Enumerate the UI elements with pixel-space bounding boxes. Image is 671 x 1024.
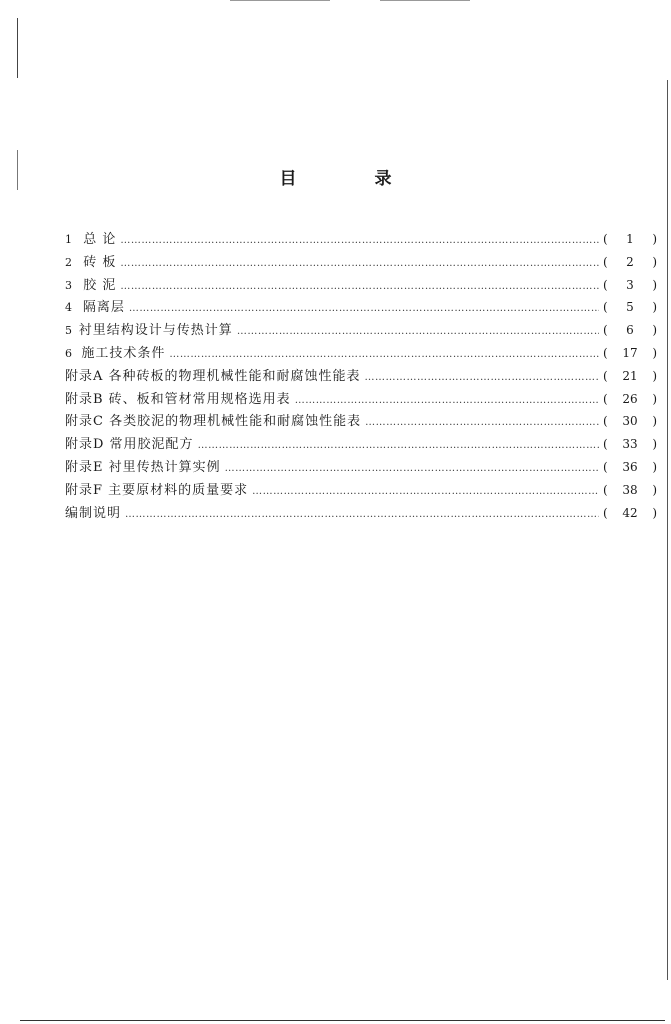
toc-page-ref [603,460,657,474]
open-paren: ( [603,414,608,429]
toc-entry[interactable] [65,274,657,297]
toc-entry[interactable] [65,319,657,342]
toc-page-number: 1 [626,232,634,246]
toc-leader-dots [252,486,599,497]
toc-page-number: 5 [626,300,634,315]
toc-entry[interactable] [65,410,657,433]
toc-page-number: 42 [622,505,638,520]
toc-entry[interactable] [65,502,657,525]
close-paren: ) [652,232,657,246]
toc-page-ref [603,506,657,520]
toc-entry[interactable] [65,342,657,365]
toc-entry[interactable] [65,365,657,388]
open-paren: ( [603,254,608,269]
toc-leader-dots [365,372,599,383]
toc-entry-label: 施工技术条件 [81,345,166,361]
toc-entry-label: 附录D 常用胶泥配方 [65,437,194,453]
toc-entry-number: 4 [65,301,72,315]
toc-entry-label: 编制说明 [65,505,122,521]
open-paren: ( [603,323,608,338]
open-paren: ( [603,345,608,360]
toc-leader-dots [169,349,599,360]
toc-entry[interactable] [65,456,657,479]
table-of-contents [65,228,657,524]
scan-edge-mark [230,0,330,1]
toc-leader-dots [365,417,599,428]
toc-entry-label: 附录C 各类胶泥的物理机械性能和耐腐蚀性能表 [65,414,362,430]
toc-entry-label: 总 论 [83,232,117,247]
toc-leader-dots [295,395,599,406]
close-paren: ) [652,482,657,497]
toc-leader-dots [125,509,599,520]
toc-page-ref [603,414,657,428]
toc-leader-dots [198,440,599,451]
toc-entry[interactable] [65,433,657,456]
toc-page-number: 38 [622,482,638,497]
open-paren: ( [603,368,608,383]
toc-entry-number: 1 [65,233,72,246]
toc-page-ref [603,255,657,269]
toc-entry-label: 隔离层 [82,300,125,316]
toc-entry[interactable] [65,296,657,319]
toc-entry-label: 附录E 衬里传热计算实例 [65,459,221,475]
close-paren: ) [652,391,657,406]
page-title: 目 录 [279,169,428,189]
toc-leader-dots [237,326,599,337]
toc-page-ref [603,437,657,451]
close-paren: ) [652,437,657,452]
toc-leader-dots [129,303,599,314]
toc-entry-label: 附录F 主要原材料的质量要求 [65,482,249,498]
toc-page-number: 30 [622,414,638,429]
toc-page-number: 17 [622,345,638,360]
toc-entry-label: 附录A 各种砖板的物理机械性能和耐腐蚀性能表 [65,368,361,384]
open-paren: ( [603,437,608,452]
toc-entry[interactable] [65,251,657,274]
open-paren: ( [603,505,608,520]
scan-edge-mark [667,80,668,980]
close-paren: ) [652,459,657,474]
close-paren: ) [652,345,657,360]
toc-leader-dots [120,235,599,246]
close-paren: ) [652,368,657,383]
toc-entry[interactable] [65,388,657,411]
toc-leader-dots [225,463,599,474]
toc-entry-label: 砖 板 [83,254,117,270]
toc-page-number: 6 [626,323,634,338]
toc-entry-label: 胶 泥 [83,277,117,293]
close-paren: ) [652,254,657,269]
open-paren: ( [603,459,608,474]
close-paren: ) [652,323,657,338]
scan-edge-mark [20,1020,665,1021]
toc-page-ref [603,323,657,337]
close-paren: ) [652,300,657,315]
open-paren: ( [603,300,608,315]
toc-page-number: 33 [622,437,638,452]
toc-page-ref [603,232,657,246]
scan-edge-mark [380,0,470,1]
scan-edge-mark [17,18,18,78]
toc-entry-number: 6 [65,346,72,360]
toc-page-ref [603,483,657,497]
toc-entry[interactable] [65,479,657,502]
toc-page-ref [603,278,657,292]
toc-entry-label: 衬里结构设计与传热计算 [78,323,233,339]
toc-entry[interactable] [65,228,657,251]
toc-page-ref [603,392,657,406]
toc-page-number: 2 [626,254,634,269]
toc-page-ref [603,346,657,360]
toc-entry-number: 3 [65,278,72,292]
open-paren: ( [603,277,608,292]
toc-page-ref [603,300,657,314]
close-paren: ) [652,414,657,429]
open-paren: ( [603,482,608,497]
toc-leader-dots [120,281,599,292]
toc-page-ref [603,369,657,383]
toc-leader-dots [120,258,599,269]
toc-page-number: 36 [622,459,638,474]
close-paren: ) [652,277,657,292]
toc-entry-number: 5 [65,324,72,338]
open-paren: ( [603,232,608,246]
open-paren: ( [603,391,608,406]
toc-entry-number: 2 [65,255,72,269]
toc-page-number: 21 [622,368,638,383]
toc-page-number: 26 [622,391,638,406]
toc-entry-label: 附录B 砖、板和管材常用规格选用表 [65,391,291,407]
toc-page-number: 3 [626,277,634,292]
close-paren: ) [652,505,657,520]
